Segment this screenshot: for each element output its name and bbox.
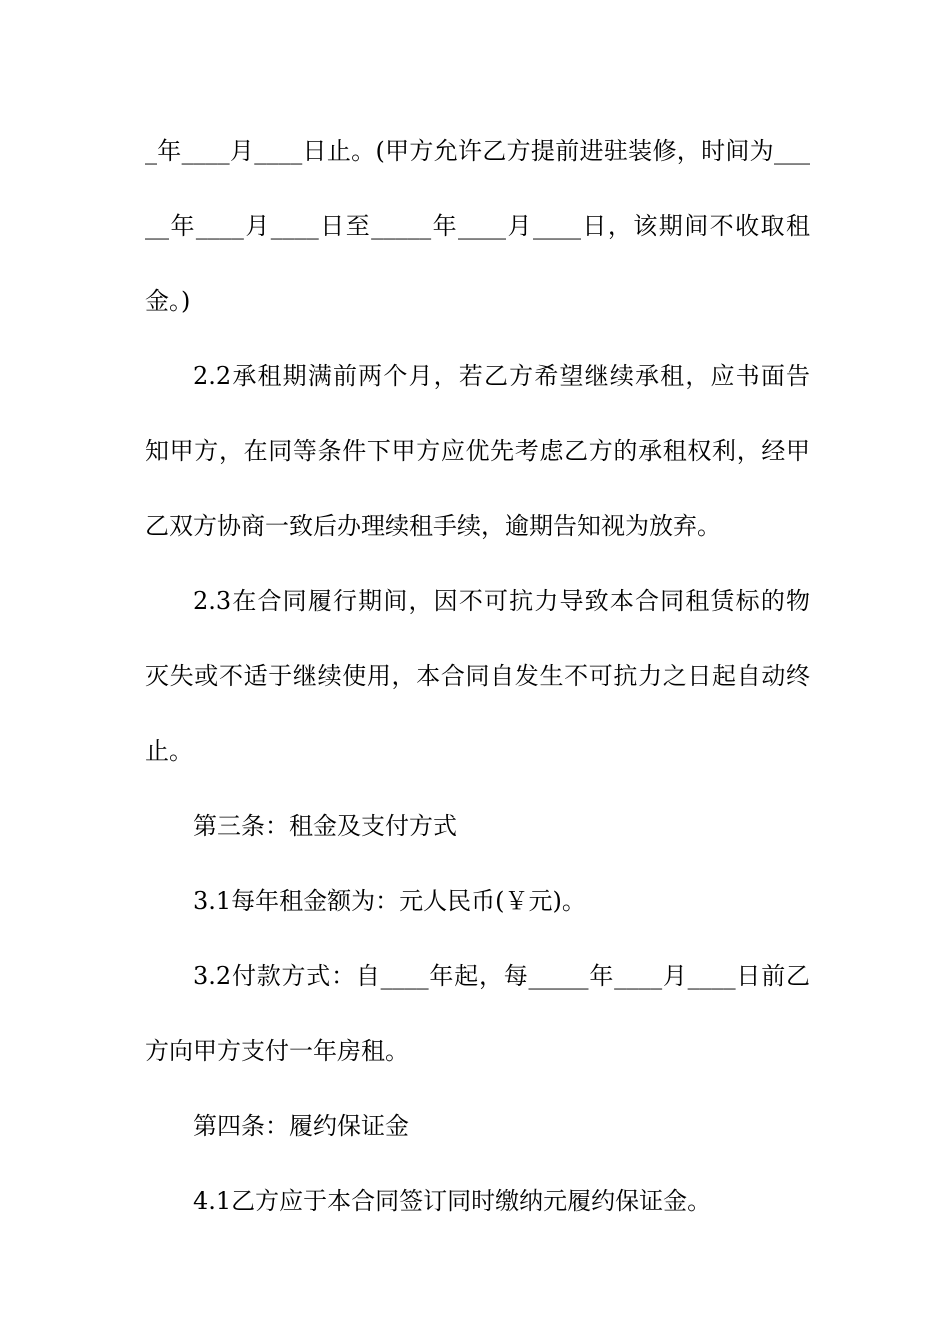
article-3-heading: 第三条：租金及支付方式 xyxy=(193,812,457,840)
clause-2-3-line-1: 2.3在合同履行期间，因不可抗力导致本合同租赁标的物 xyxy=(193,587,810,615)
clause-3-2-line-2: 方向甲方支付一年房租。 xyxy=(145,1037,409,1065)
clause-2-2-line-2: 知甲方，在同等条件下甲方应优先考虑乙方的承租权利，经甲 xyxy=(145,437,810,465)
text-line-3: 金。) xyxy=(145,287,191,315)
clause-4-1-line: 4.1乙方应于本合同签订同时缴纳元履约保证金。 xyxy=(193,1187,712,1215)
clause-2-3-line-2: 灭失或不适于继续使用，本合同自发生不可抗力之日起自动终 xyxy=(145,662,810,690)
clause-3-2-line-1: 3.2付款方式：自____年起，每_____年____月____日前乙 xyxy=(193,962,810,990)
clause-3-1-line: 3.1每年租金额为：元人民币(￥元)。 xyxy=(193,887,586,915)
text-line-1: _年____月____日止。(甲方允许乙方提前进驻装修，时间为___ xyxy=(145,137,810,165)
clause-2-2-line-3: 乙双方协商一致后办理续租手续，逾期告知视为放弃。 xyxy=(145,512,721,540)
text-line-2: __年____月____日至_____年____月____日，该期间不收取租 xyxy=(145,212,810,240)
article-4-heading: 第四条：履约保证金 xyxy=(193,1112,409,1140)
clause-2-3-line-3: 止。 xyxy=(145,737,193,765)
clause-2-2-line-1: 2.2承租期满前两个月，若乙方希望继续承租，应书面告 xyxy=(193,362,810,390)
